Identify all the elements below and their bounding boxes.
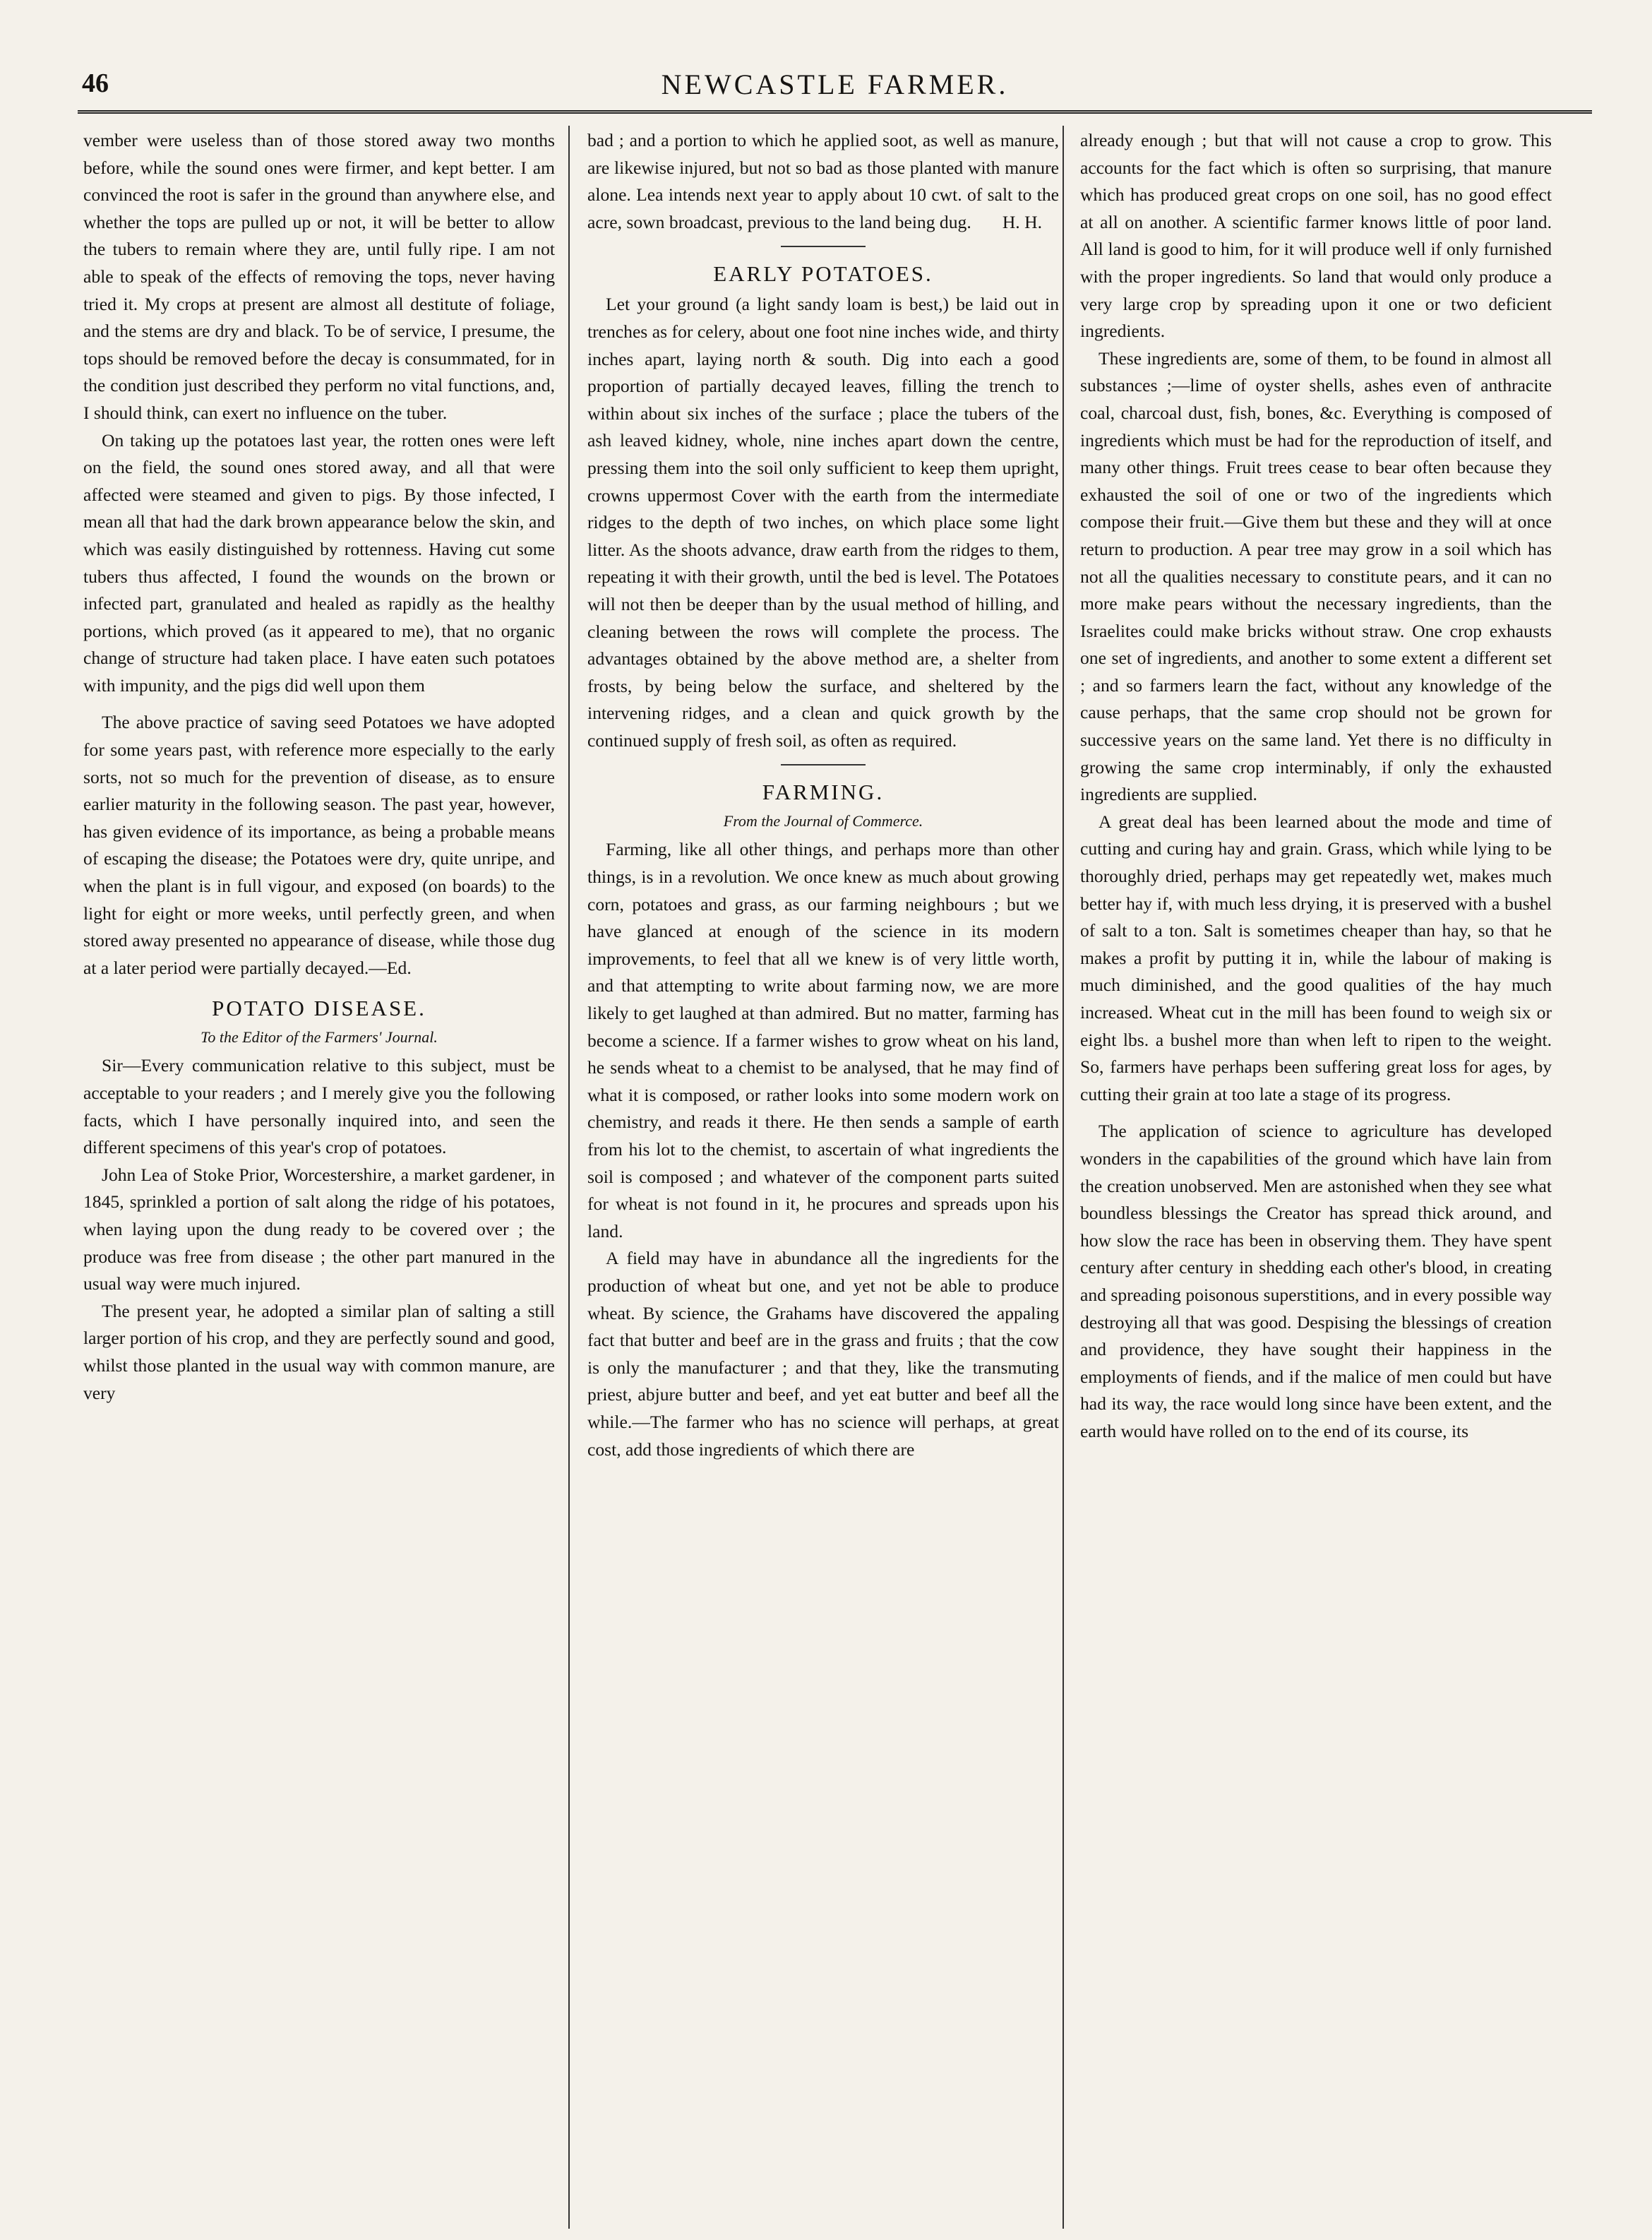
- article-paragraph: These ingredients are, some of them, to be found in almost all substances ;—lime of oyster shells, ashes even of anthracite coal, charcoal dust, fish, bones, &c. Everything is composed of ingredients which must be had for the reproduction of itself, and many other things. Fruit trees cease to bear often because they exhausted the soil of one or two of the ingredients which compose their fruit.—Give them but these and they will at once return to production. A pear tree may grow in a soil which has not all the qualities necessary to constitute pears, and it can no more make pears without the necessary ingredients, than the Israelites could make bricks without straw. One crop exhausts one set of ingredients, and another to some extent a different set ; and so farmers learn the fact, without any knowledge of the cause perhaps, that the same crop should not be grown for successive years on the same land. Yet there is no difficulty in growing the same crop interminably, if only the exhausted ingredients are supplied.: [1080, 347, 1552, 805]
- article-signature: H. H.: [1002, 211, 1042, 232]
- column-rule-2: [1063, 126, 1064, 2229]
- article-paragraph: A field may have in abundance all the ingredients for the production of wheat but one, and yet not be able to produce wheat. By science, the Grahams have discovered the appaling fact that butter and beef are in the grass and fruits ; that the cow is only the manufacturer ; and that they, like the transmuting priest, abjure butter and beef, and yet eat butter and beef all the while.—The farmer who has no science will perhaps, at great cost, add those ingredients of which there are: [587, 1248, 1059, 1460]
- article-paragraph: John Lea of Stoke Prior, Worcestershire, a market gardener, in 1845, sprinkled a portion of salt along the ridge of his potatoes, when laying upon the dung ready to be covered over ; the produce was free from disease ; the other part manured in the usual way were much injured.: [83, 1164, 555, 1294]
- article-heading-farming: FARMING.: [762, 780, 885, 805]
- article-paragraph: The application of science to agriculture has developed wonders in the capabilities of the ground which have lain from the creation unobserved. Men are astonished when they see what boundless blessings the Creator has spread thick around, and how slow the race has been in observing them. They have spent century after century in shedding each other's blood, in creating and spreading poisonous superstitions, and in every possible way destroying all that was good. Despising the blessings of creation and providence, they have sought their happiness in the employments of fiends, and if the malice of men could but have had its way, the race would long since have been extent, and the earth would have rolled on to the end of its course, its: [1080, 1121, 1552, 1441]
- column-3: [1080, 127, 1552, 2228]
- article-paragraph: already enough ; but that will not cause a crop to grow. This accounts for the fact which is often so surprising, that manure which has produced great crops on one soil, has no good effect at all on another. A scientific farmer knows little of poor land. All land is good to him, for it will produce well if only furnished with the proper ingredients. So land that would only produce a very large crop by spreading upon it one or two deficient ingredients.: [1080, 130, 1552, 342]
- article-heading-early-potatoes: EARLY POTATOES.: [713, 261, 933, 287]
- section-divider: [781, 246, 866, 247]
- article-byline: From the Journal of Commerce.: [723, 812, 923, 830]
- paragraph-text: bad ; and a portion to which he applied soot, as well as manure, are likewise injured, but not so bad as those planted with manure alone. Lea intends next year to apply about 10 cwt. of salt to the acre, sown broadcast, previous to the land being dug.: [587, 130, 1059, 232]
- column-1: [83, 127, 555, 2228]
- article-heading-potato-disease: POTATO DISEASE.: [212, 996, 426, 1021]
- page-header: [78, 68, 1592, 114]
- article-paragraph: Sir—Every communication relative to this subject, must be acceptable to your readers ; and I merely give you the following facts, which I have personally inquired into, and seen the different specimens of this year's crop of potatoes.: [83, 1055, 555, 1158]
- article-paragraph: [587, 127, 1059, 236]
- article-byline: To the Editor of the Farmers' Journal.: [200, 1028, 438, 1047]
- article-paragraph: A great deal has been learned about the mode and time of cutting and curing hay and grain. Grass, which while lying to be thoroughly dried, perhaps may get repeatedly wet, makes much better hay if, with much less drying, it is preserved with a bushel of salt to a ton. Salt is sometimes cheaper than hay, so that he makes a profit by putting it in, while the labour of making is much diminished, and the good qualities of the hay much increased. Wheat cut in the mill has been found to weigh six or eight lbs. a bushel more than when left to ripen to the weight. So, farmers have perhaps been suffering great loss for ages, by cutting their grain at too late a stage of its progress.: [1080, 811, 1552, 1104]
- running-title: NEWCASTLE FARMER.: [661, 68, 1009, 100]
- article-paragraph: Let your ground (a light sandy loam is best,) be laid out in trenches as for celery, about one foot nine inches wide, and thirty inches apart, laying north & south. Dig into each a good proportion of partially decayed leaves, filling the trench to within about six inches of the surface ; place the tubers of the ash leaved kidney, whole, nine inches apart down the centre, pressing them into the soil only sufficient to keep them upright, crowns uppermost Cover with the earth from the intermediate ridges to the depth of two inches, on which place some light litter. As the shoots advance, draw earth from the ridges to them, repeating it with their growth, until the bed is level. The Potatoes will not then be deeper than by the usual method of hilling, and cleaning between the rows will complete the process. The advantages obtained by the above method are, a shelter from frosts, by being below the surface, and sheltered by the intervening ridges, and a clean and quick growth by the continued supply of fresh soil, as often as required.: [587, 294, 1059, 751]
- article-paragraph: vember were useless than of those stored away two months before, while the sound ones were firmer, and kept better. I am convinced the root is safer in the ground than anywhere else, and whether the tops are pulled up or not, it will be better to allow the tubers to remain where they are, until fully ripe. I am not able to speak of the effects of removing the tops, never having tried it. My crops at present are almost all destitute of foliage, and the stems are dry and black. To be of service, I presume, the tops should be removed before the decay is consummated, for in the condition just described they perform no vital functions, and, I should think, can exert no influence on the tuber.: [83, 130, 555, 423]
- editor-note-paragraph: The above practice of saving seed Potatoes we have adopted for some years past, with reference more especially to the early sorts, not so much for the prevention of disease, as to ensure earlier maturity in the following season. The past year, however, has given evidence of its importance, as being a probable means of escaping the disease; the Potatoes were dry, quite unripe, and when the plant is in full vigour, and exposed (on boards) to the light for eight or more weeks, until perfectly green, and when stored away presented no appearance of disease, while those dug at a later period were partially decayed.—Ed.: [83, 712, 555, 978]
- article-paragraph: Farming, like all other things, and perhaps more than other things, is in a revolution. We once knew as much about growing corn, potatoes and grass, as our farming neighbours ; but we have glanced at enough of the science in its modern improvements, to feel that all we knew is of very little worth, and that attempting to write about farming now, we are more likely to get laughed at than admired. But no matter, farming has become a science. If a farmer wishes to grow wheat on his land, he sends wheat to a chemist to be analysed, that he may find of what it is composed, or rather looks into some modern work on chemistry, and reads it there. He then sends a sample of earth from his lot to the chemist, to ascertain of what ingredients the soil is composed ; and whatever of the component parts suited for wheat is not found in it, he procures and spreads upon his land.: [587, 839, 1059, 1241]
- column-rule-1: [568, 126, 570, 2229]
- article-paragraph: The present year, he adopted a similar plan of salting a still larger portion of his crop, and they are perfectly sound and good, whilst those planted in the usual way with common manure, are very: [83, 1300, 555, 1403]
- section-divider: [781, 764, 866, 765]
- article-paragraph: On taking up the potatoes last year, the rotten ones were left on the field, the sound ones stored away, and all that were affected were steamed and given to pigs. By those infected, I mean all that had the dark brown appearance below the skin, and which was easily distinguished by rottenness. Having cut some tubers thus affected, I found the wounds on the brown or infected part, granulated and healed as rapidly as the healthy portions, which proved (as it appeared to me), that no organic change of structure had taken place. I have eaten such potatoes with impunity, and the pigs did well upon them: [83, 429, 555, 696]
- page-number: 46: [82, 68, 109, 98]
- column-2: [587, 127, 1059, 2228]
